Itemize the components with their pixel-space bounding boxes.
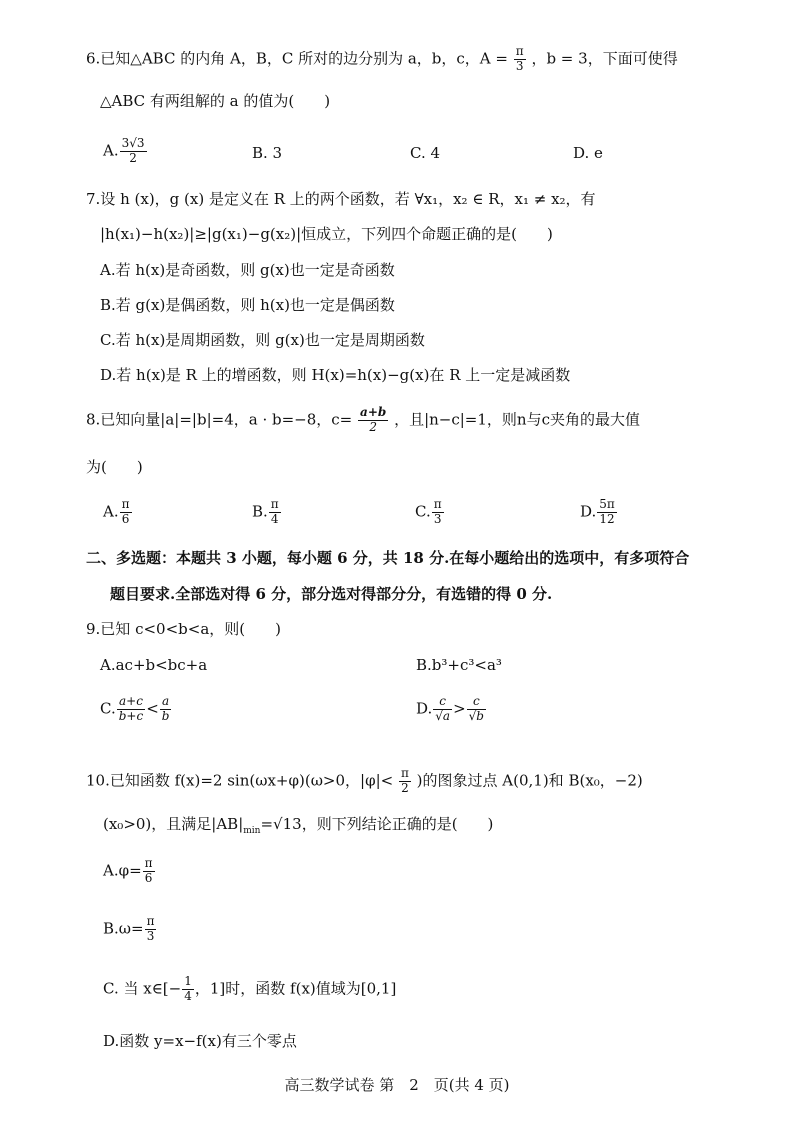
q8-option-a: A. $\frac{\pi}{6}$ xyxy=(103,497,130,526)
q10-option-a: A.φ= $\frac{\pi}{6}$ xyxy=(103,856,153,885)
q9-option-a: A.ac+b<bc+a xyxy=(100,656,208,674)
q10-option-d: D.函数 y=x−f(x)有三个零点 xyxy=(103,1032,297,1050)
q6-option-a: A. $\frac{3√3}{2}$ xyxy=(103,136,145,165)
q10-stem-line1: 10.已知函数 f(x)=2 sin(ωx+φ)(ω>0，|φ|< $\frac{\pi}{2}$ )的图象过点 A(0,1)和 B(x₀，−2) xyxy=(86,766,643,795)
q6-option-b: B. 3 xyxy=(252,144,283,162)
q8-c-fraction: $\frac{a+b}{2}$ xyxy=(360,405,387,434)
section2-heading-line1: 二、多选题：本题共 3 小题，每小题 6 分，共 18 分.在每小题给出的选项中，有多项符合 xyxy=(86,549,690,567)
q10-option-c: C. 当 x∈[− $\frac{1}{4}$ ，1]时，函数 f(x)值域为[0,1] xyxy=(103,974,397,1003)
q7-option-c: C.若 h(x)是周期函数，则 g(x)也一定是周期函数 xyxy=(100,331,425,349)
q8-stem-line1: 8.已知向量|a|=|b|=4，a · b=−8，c= $\frac{a+b}{2}$ ，且|n−c|=1，则n与c夹角的最大值 xyxy=(86,405,640,434)
q9-option-d: D. $\frac{c}{√a}$ > $\frac{c}{√b}$ xyxy=(416,694,484,723)
q6-option-c: C. 4 xyxy=(410,144,441,162)
q6-stem-line1: 6.已知△ABC 的内角 A，B，C 所对的边分别为 a，b，c，A = $\frac{\pi}{3}$ ，b = 3，下面可使得 xyxy=(86,44,678,73)
q9-option-b: B.b³+c³<a³ xyxy=(416,656,502,674)
q7-option-a: A.若 h(x)是奇函数，则 g(x)也一定是奇函数 xyxy=(100,261,395,279)
q7-stem-line2: |h(x₁)−h(x₂)|≥|g(x₁)−g(x₂)|恒成立，下列四个命题正确的是( ) xyxy=(100,225,553,243)
q8-stem-line2: 为( ) xyxy=(86,458,143,476)
q8-option-c: C. $\frac{\pi}{3}$ xyxy=(415,497,442,526)
q6-angle-fraction: $\frac{\pi}{3}$ xyxy=(515,44,524,73)
q8-option-b: B. $\frac{\pi}{4}$ xyxy=(252,497,279,526)
q6-option-d: D. e xyxy=(573,144,603,162)
q7-option-b: B.若 g(x)是偶函数，则 h(x)也一定是偶函数 xyxy=(100,296,395,314)
q10-stem-line2: (x₀>0)，且满足$|AB|_{min}=√13$，则下列结论正确的是( ) xyxy=(103,815,494,836)
q10-option-b: B.ω= $\frac{\pi}{3}$ xyxy=(103,914,155,943)
q9-stem: 9.已知 c<0<b<a，则( ) xyxy=(86,620,281,638)
q7-option-d: D.若 h(x)是 R 上的增函数，则 H(x)=h(x)−g(x)在 R 上一定是减函数 xyxy=(100,366,571,384)
q9-option-c: C. $\frac{a+c}{b+c}$ < $\frac{a}{b}$ xyxy=(100,694,170,723)
page-footer: 高三数学试卷 第 2 页(共 4 页) xyxy=(284,1076,510,1094)
section2-heading-line2: 题目要求.全部选对得 6 分，部分选对得部分分，有选错的得 0 分. xyxy=(110,585,553,603)
q6-stem-line2: △ABC 有两组解的 a 的值为( ) xyxy=(100,92,331,110)
q8-option-d: D. $\frac{5\pi}{12}$ xyxy=(580,497,615,526)
q7-stem-line1: 7.设 h (x)，g (x) 是定义在 R 上的两个函数，若 ∀x₁，x₂ ∈ R，x₁ ≠ x₂，有 xyxy=(86,190,596,208)
